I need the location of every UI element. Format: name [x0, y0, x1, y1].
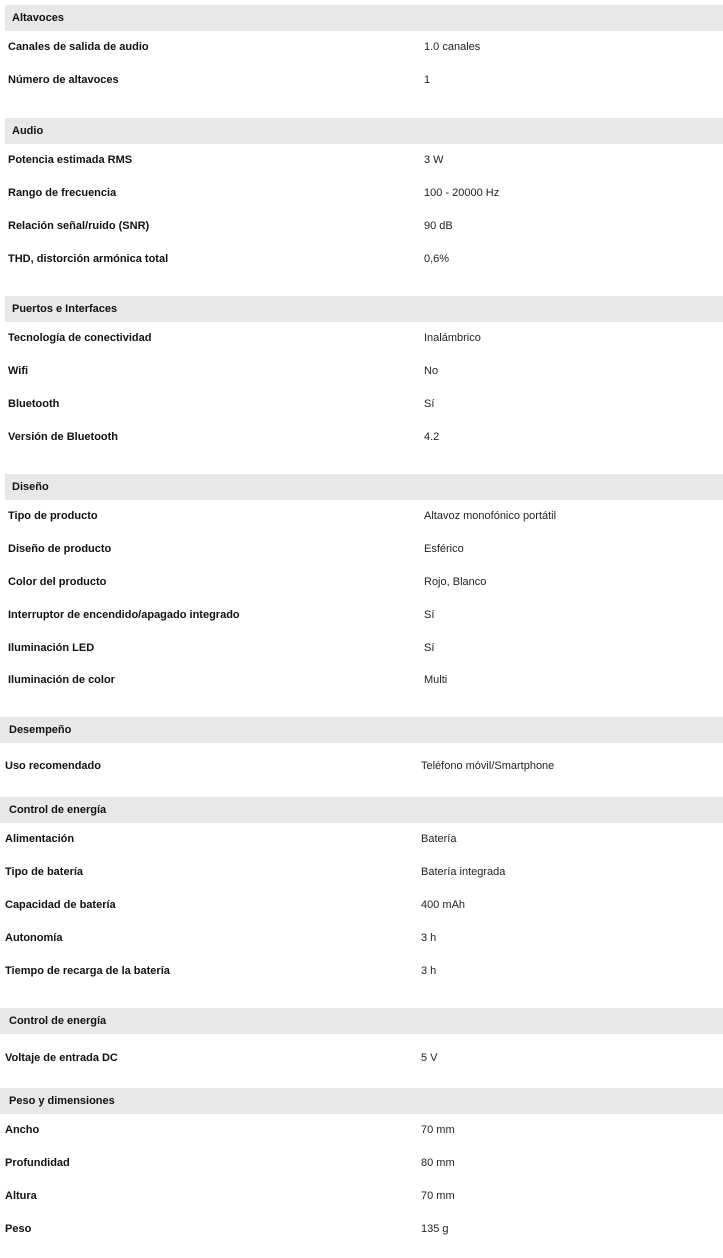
- spec-label: Canales de salida de audio: [8, 41, 149, 54]
- spec-label: Uso recomendado: [5, 760, 101, 772]
- spec-label: Potencia estimada RMS: [8, 154, 133, 167]
- spec-value: 80 mm: [421, 1157, 455, 1170]
- spec-value: 70 mm: [421, 1189, 455, 1202]
- spec-value: Sí: [424, 397, 435, 410]
- spec-row: [5, 388, 723, 421]
- spec-label: Interruptor de encendido/apagado integrado: [8, 608, 240, 621]
- spec-value: 3 h: [421, 931, 437, 944]
- spec-label: Voltaje de entrada DC: [5, 1051, 118, 1064]
- spec-label: THD, distorción armónica total: [8, 252, 169, 265]
- spec-label: Tiempo de recarga de la batería: [5, 964, 170, 977]
- spec-section-desempeno: [0, 717, 723, 789]
- spec-row: [5, 31, 723, 64]
- spec-label: Tipo de batería: [5, 866, 84, 879]
- spec-row: [5, 631, 723, 664]
- spec-value: Sí: [424, 608, 435, 621]
- spec-value: 0,6%: [424, 252, 450, 265]
- spec-value: 3 W: [424, 154, 444, 167]
- spec-section-control-energia-2: [0, 1008, 723, 1081]
- spec-label: Bluetooth: [8, 397, 60, 410]
- spec-row: [5, 420, 723, 453]
- spec-row: [5, 566, 723, 599]
- spec-value: Inalámbrico: [424, 332, 481, 345]
- section-header: Puertos e Interfaces: [5, 296, 723, 322]
- spec-label: Autonomía: [5, 931, 63, 944]
- spec-value: No: [424, 365, 439, 378]
- spec-section-audio: [5, 118, 723, 275]
- spec-label: Diseño de producto: [8, 543, 112, 556]
- spec-row: [5, 533, 723, 566]
- section-header: Diseño: [5, 474, 723, 500]
- spec-label: Capacidad de batería: [5, 898, 116, 911]
- spec-row: [5, 210, 723, 243]
- spec-label: Relación señal/ruido (SNR): [8, 219, 150, 232]
- spec-row: [0, 889, 723, 922]
- spec-row: [5, 242, 723, 275]
- section-header: Audio: [5, 118, 723, 144]
- section-header: Altavoces: [5, 5, 723, 31]
- spec-label: Rango de frecuencia: [8, 187, 117, 200]
- spec-row: [5, 322, 723, 355]
- spec-row: [0, 954, 723, 987]
- spec-row: [5, 144, 723, 177]
- section-header: Peso y dimensiones: [0, 1088, 723, 1114]
- spec-label: Ancho: [5, 1124, 40, 1137]
- spec-label: Altura: [5, 1189, 37, 1202]
- spec-value: 4.2: [424, 430, 440, 443]
- spec-label: Tecnología de conectividad: [8, 332, 152, 345]
- spec-row: [0, 1212, 723, 1245]
- spec-row: [5, 500, 723, 533]
- spec-value: 1.0 canales: [424, 41, 481, 54]
- spec-row: [5, 64, 723, 97]
- spec-label: Tipo de producto: [8, 510, 98, 523]
- spec-label: Alimentación: [5, 833, 75, 846]
- spec-label: Número de altavoces: [8, 74, 119, 87]
- spec-row: [0, 743, 723, 789]
- spec-value: 5 V: [421, 1051, 438, 1064]
- section-header: Control de energía: [0, 797, 723, 823]
- spec-row: [0, 823, 723, 856]
- spec-label: Iluminación de color: [8, 674, 115, 687]
- spec-section-diseno: [5, 474, 723, 697]
- spec-row: [0, 856, 723, 889]
- spec-value: Multi: [424, 674, 448, 687]
- spec-row: [0, 1147, 723, 1180]
- spec-value: Teléfono móvil/Smartphone: [421, 760, 555, 772]
- spec-row: [0, 921, 723, 954]
- spec-value: Esférico: [424, 543, 464, 556]
- spec-row: [5, 664, 723, 697]
- spec-value: Rojo, Blanco: [424, 575, 487, 588]
- spec-value: 3 h: [421, 964, 437, 977]
- spec-value: Altavoz monofónico portátil: [424, 510, 557, 523]
- spec-section-control-energia: [0, 797, 723, 987]
- spec-label: Wifi: [8, 365, 29, 378]
- spec-value: Batería: [421, 833, 457, 846]
- spec-row: [0, 1114, 723, 1147]
- spec-label: Versión de Bluetooth: [8, 430, 119, 443]
- spec-row: [5, 598, 723, 631]
- section-header: Desempeño: [0, 717, 723, 743]
- spec-section-puertos-interfaces: [5, 296, 723, 453]
- spec-row: [0, 1034, 723, 1081]
- spec-label: Iluminación LED: [8, 641, 95, 654]
- spec-section-peso-dimensiones: [0, 1088, 723, 1245]
- section-header: Control de energía: [0, 1008, 723, 1034]
- spec-row: [5, 355, 723, 388]
- spec-label: Color del producto: [8, 575, 107, 588]
- spec-value: Sí: [424, 641, 435, 654]
- spec-label: Profundidad: [5, 1157, 70, 1170]
- spec-value: Batería integrada: [421, 866, 506, 879]
- spec-value: 70 mm: [421, 1124, 455, 1137]
- spec-row: [5, 177, 723, 210]
- spec-value: 135 g: [421, 1222, 449, 1235]
- spec-value: 100 - 20000 Hz: [424, 187, 500, 200]
- spec-value: 90 dB: [424, 219, 453, 232]
- spec-label: Peso: [5, 1222, 32, 1235]
- spec-value: 1: [424, 74, 431, 87]
- spec-section-altavoces: [5, 5, 723, 97]
- spec-value: 400 mAh: [421, 898, 466, 911]
- spec-row: [0, 1180, 723, 1213]
